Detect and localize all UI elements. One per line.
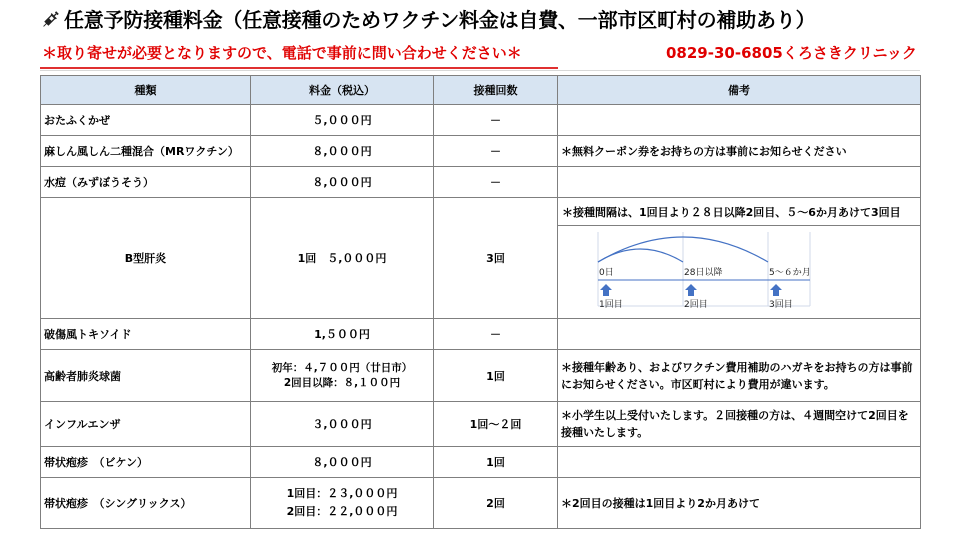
vaccine-note <box>558 105 921 136</box>
vaccine-price: ５,０００円 <box>251 105 434 136</box>
notice-row <box>40 40 920 66</box>
vaccine-note: ＊無料クーポン券をお持ちの方は事前にお知らせください <box>558 136 921 167</box>
dose-count: 1回 <box>434 350 558 402</box>
vaccine-note: ＊2回目の接種は1回目より2か月あけて <box>558 478 921 529</box>
vaccine-note <box>558 319 921 350</box>
page-title <box>40 6 920 34</box>
vaccine-note <box>558 447 921 478</box>
table-row <box>41 478 921 529</box>
vaccine-name: 帯状疱疹 （シングリックス） <box>41 478 251 529</box>
table-row <box>41 105 921 136</box>
vaccine-price: ３,０００円 <box>251 402 434 447</box>
table-row <box>41 198 921 319</box>
vaccine-name: B型肝炎 <box>41 198 251 319</box>
vaccine-note: ＊接種間隔は、1回目より２８日以降2回目、５～6か月あけて3回目 <box>558 198 920 226</box>
dose-count: 1回～２回 <box>434 402 558 447</box>
table-row <box>41 319 921 350</box>
vaccine-price: ８,０００円 <box>251 167 434 198</box>
dose-count: － <box>434 167 558 198</box>
vaccine-note: ＊小学生以上受付いたします。２回接種の方は、４週間空けて2回目を接種いたします。 <box>558 402 921 447</box>
dose-arrow-3 <box>770 284 782 296</box>
dose-label: 1回目 <box>599 300 623 310</box>
vaccine-name: 破傷風トキソイド <box>41 319 251 350</box>
table-row <box>41 167 921 198</box>
vaccine-price: 1回 ５,０００円 <box>251 198 434 319</box>
dose-label: 2回目 <box>684 300 708 310</box>
vaccine-name: 高齢者肺炎球菌 <box>41 350 251 402</box>
vaccine-name: 帯状疱疹 （ビケン） <box>41 447 251 478</box>
table-row <box>41 402 921 447</box>
dose-count: 1回 <box>434 447 558 478</box>
price-line-2: 2回目以降：８,１００円 <box>283 376 401 389</box>
vaccine-note <box>558 167 921 198</box>
dose-label: 3回目 <box>769 300 793 310</box>
vaccine-name: おたふくかぜ <box>41 105 251 136</box>
timeline-point-label: 28日以降 <box>684 268 723 278</box>
vaccine-note: ＊接種年齢あり、およびワクチン費用補助のハガキをお持ちの方は事前にお知らせください。市区町村により費用が違います。 <box>558 350 921 402</box>
vaccine-name: インフルエンザ <box>41 402 251 447</box>
header-divider <box>40 70 920 71</box>
col-header-type: 種類 <box>41 76 251 105</box>
col-header-notes: 備考 <box>558 76 921 105</box>
title-area <box>40 6 920 34</box>
col-header-count: 接種回数 <box>434 76 558 105</box>
vaccine-price <box>251 478 434 529</box>
col-header-price: 料金（税込） <box>251 76 434 105</box>
hepb-schedule-diagram <box>558 226 920 318</box>
dose-count: － <box>434 319 558 350</box>
table-row <box>41 350 921 402</box>
dose-arrow-2 <box>685 284 697 296</box>
table-row <box>41 136 921 167</box>
vaccine-price: ８,０００円 <box>251 136 434 167</box>
timeline-point-label: 5～６か月 <box>769 268 811 278</box>
order-notice: ＊取り寄せが必要となりますので、電話で事前に問い合わせください＊ <box>42 44 522 62</box>
fee-table <box>40 75 921 529</box>
syringe-icon <box>40 8 62 30</box>
table-header-row <box>41 76 921 105</box>
vaccine-price: ８,０００円 <box>251 447 434 478</box>
vaccine-name: 水痘（みずぼうそう） <box>41 167 251 198</box>
page-title-text: 任意予防接種料金（任意接種のためワクチン料金は自費、一部市区町村の補助あり） <box>64 8 816 32</box>
dose-count: 2回 <box>434 478 558 529</box>
price-line-2: 2回目：２２,０００円 <box>286 505 398 518</box>
timeline-point-label: 0日 <box>599 268 614 278</box>
dose-arrow-1 <box>600 284 612 296</box>
vaccine-name: 麻しん風しん二種混合（MRワクチン） <box>41 136 251 167</box>
vaccine-price: 1,５００円 <box>251 319 434 350</box>
clinic-phone[interactable]: 0829-30-6805くろさきクリニック <box>666 44 917 62</box>
table-row <box>41 447 921 478</box>
vaccine-price <box>251 350 434 402</box>
dose-count: － <box>434 136 558 167</box>
price-line-1: 初年：４,７００円（廿日市） <box>271 361 413 374</box>
dose-count: 3回 <box>434 198 558 319</box>
notice-underline <box>40 67 558 69</box>
hepb-note-cell <box>558 198 921 319</box>
price-line-1: 1回目：２３,０００円 <box>286 487 398 500</box>
dose-count: － <box>434 105 558 136</box>
